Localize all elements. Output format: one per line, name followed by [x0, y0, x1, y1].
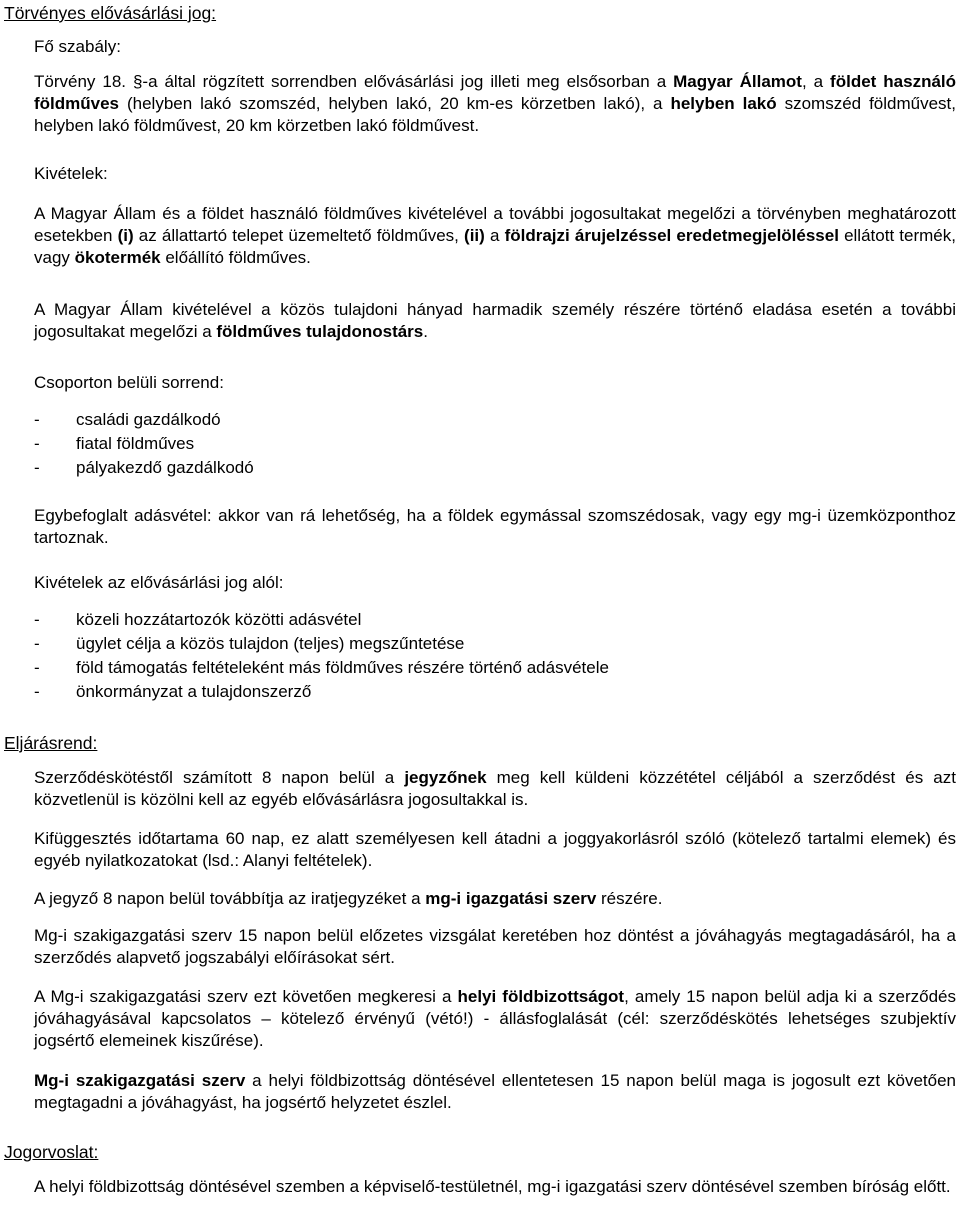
text-run: A Magyar Állam kivételével a közös tulajdoni hányad harmadik személy részére történő eladása esetén a további jogosultakat megelőzi a [34, 300, 956, 341]
list-item-text: pályakezdő gazdálkodó [76, 458, 254, 477]
bold-text-run: földrajzi árujelzéssel eredetmegjelöléssel [504, 226, 839, 245]
bold-text-run: helyben lakó [670, 94, 777, 113]
text-run: A Magyar Állam és a földet használó földműves kivételével a további jogosultakat megelőzi a törvényben meghatározott esetekben [34, 204, 956, 245]
bold-text-run: jegyzőnek [404, 768, 487, 787]
bold-text-run: földműves tulajdonostárs [216, 322, 424, 341]
bold-text-run: (i) [117, 226, 134, 245]
combined-sale-paragraph: Egybefoglalt adásvétel: akkor van rá lehetőség, ha a földek egymással szomszédosak, vagy egy mg-i üzemközponthoz tartoznak. [34, 506, 956, 547]
list-item-text: közeli hozzátartozók közötti adásvétel [76, 610, 362, 629]
list-item [34, 409, 934, 433]
exceptions-title: Kivételek: [34, 164, 108, 183]
list-item-text: családi gazdálkodó [76, 410, 221, 429]
text-run: előállító földműves. [160, 248, 311, 267]
list-dash: - [34, 410, 40, 429]
excluded-title: Kivételek az elővásárlási jog alól: [34, 573, 284, 592]
exceptions-paragraph-2 [34, 299, 956, 343]
rule-title: Fő szabály: [34, 37, 121, 56]
rule-paragraph [34, 71, 956, 137]
text-run: A jegyző 8 napon belül továbbítja az iratjegyzéket a [34, 889, 426, 908]
text-run: meg kell küldeni közzététel céljából a szerződést és azt közvetlenül is közölni kell az egyéb elővásárlásra jogosultakkal is. [34, 768, 956, 809]
text-run: ellátott termék, vagy [34, 226, 956, 267]
bold-text-run: Magyar Államot [673, 72, 802, 91]
remedy-paragraph: A helyi földbizottság döntésével szemben a képviselő-testületnél, mg-i igazgatási szerv döntésével szemben bíróság előtt. [34, 1177, 951, 1196]
list-item [34, 433, 934, 457]
list-item-text: ügylet célja a közös tulajdon (teljes) megszűntetése [76, 634, 465, 653]
bold-text-run: földet használó földműves [34, 72, 957, 113]
bold-text-run: mg-i igazgatási szerv [425, 889, 597, 908]
section-heading-remedy: Jogorvoslat: [4, 1142, 99, 1162]
section-heading-procedure: Eljárásrend: [4, 733, 98, 753]
group-order-list [34, 409, 934, 481]
list-item-text: föld támogatás feltételeként más földműves részére történő adásvétele [76, 658, 609, 677]
list-dash: - [34, 658, 40, 677]
group-order-title: Csoporton belüli sorrend: [34, 373, 224, 392]
list-dash: - [34, 434, 40, 453]
list-dash: - [34, 682, 40, 701]
text-run: A Mg-i szakigazgatási szerv ezt követően megkeresi a [34, 987, 458, 1006]
section-heading-preemption: Törvényes elővásárlási jog: [4, 3, 217, 23]
text-run: a [484, 226, 505, 245]
text-run: részére. [596, 889, 663, 908]
text-run: , amely 15 napon belül adja ki a szerződés jóváhagyásával kapcsolatos – kötelező érvényű (vétó!) - állásfoglalását (cél: szerződéskötés lehetséges szubjektív jogsértő elemeinek kiszűrése). [34, 987, 956, 1050]
text-run: a helyi földbizottság döntésével ellentetesen 15 napon belül maga is jogosult ezt követően megtagadni a jóváhagyást, ha jogsértő helyzetet észlel. [34, 1071, 956, 1112]
list-item-text: fiatal földműves [76, 434, 195, 453]
list-item [34, 457, 934, 481]
bold-text-run: (ii) [464, 226, 485, 245]
list-dash: - [34, 634, 40, 653]
text-run: Kifüggesztés időtartama 60 nap, ez alatt személyesen kell átadni a joggyakorlásról szóló (kötelező tartalmi elemek) és egyéb nyilatkozatokat (lsd.: Alanyi feltételek). [34, 829, 956, 870]
list-item [34, 633, 934, 657]
text-run: (helyben lakó szomszéd, helyben lakó, 20 km-es körzetben lakó), a [119, 94, 671, 113]
bold-text-run: ökotermék [74, 248, 161, 267]
procedure-paragraph-6 [34, 1070, 956, 1114]
bold-text-run: Mg-i szakigazgatási szerv [34, 1071, 246, 1090]
list-item [34, 609, 934, 633]
bold-text-run: helyi földbizottságot [457, 987, 625, 1006]
text-run: Mg-i szakigazgatási szerv 15 napon belül előzetes vizsgálat keretében hoz döntést a jóváhagyás megtagadásáról, ha a szerződés alapvető jogszabályi előírásokat sért. [34, 926, 956, 967]
text-run: szomszéd földművest, helyben lakó földművest, 20 km körzetben lakó földművest. [34, 94, 957, 135]
text-run: , a [801, 72, 831, 91]
exceptions-paragraph-1 [34, 203, 956, 269]
list-item-text: önkormányzat a tulajdonszerző [76, 682, 312, 701]
procedure-paragraph-3 [34, 888, 956, 910]
list-item [34, 681, 934, 705]
text-run: az állattartó telepet üzemeltető földműves, [133, 226, 465, 245]
list-dash: - [34, 458, 40, 477]
list-item [34, 657, 934, 681]
text-run: Törvény 18. §-a által rögzített sorrendben elővásárlási jog illeti meg elsősorban a [34, 72, 674, 91]
excluded-list [34, 609, 934, 705]
procedure-paragraph-1 [34, 767, 956, 811]
procedure-paragraph-4 [34, 925, 956, 969]
list-dash: - [34, 610, 40, 629]
procedure-paragraph-5 [34, 986, 956, 1052]
text-run: Szerződéskötéstől számított 8 napon belül a [34, 768, 405, 787]
text-run: . [423, 322, 428, 341]
procedure-paragraph-2 [34, 828, 956, 872]
